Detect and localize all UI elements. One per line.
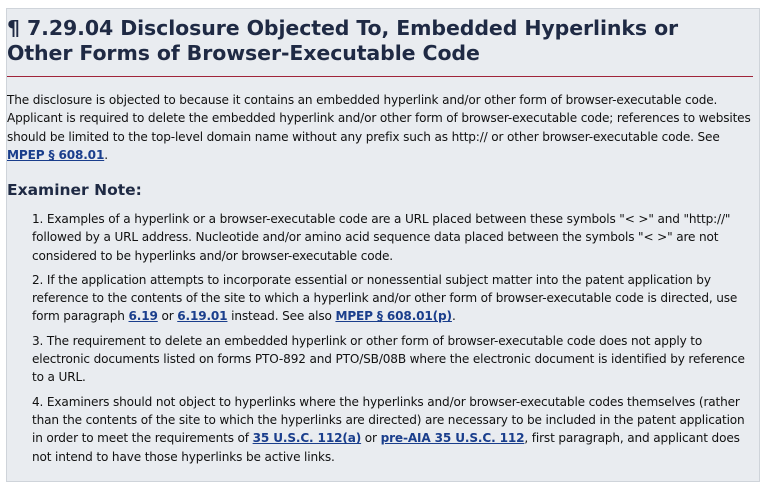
- note-item-4: [32, 393, 747, 466]
- note-item-2-text: 2. If the application attempts to incorporate essential or nonessential subject matter into the patent application by reference to the contents of the site to which a hyperlink and/or other form of browser-executable code is directed, use form paragraph: [32, 272, 738, 324]
- note-item-2: [32, 271, 747, 326]
- note-item-2-text-end: .: [451, 309, 456, 324]
- intro-text-end: .: [104, 147, 108, 162]
- note-item-2-text-or: or: [157, 309, 178, 324]
- usc-112a-link[interactable]: 35 U.S.C. 112(a): [252, 431, 362, 446]
- note-item-4-text: 4. Examiners should not object to hyperlinks where the hyperlinks and/or browser-executable codes themselves (rather than the contents of the site to which the hyperlinks are directed) are necessary to be included in the patent application in order to meet the requirements of: [32, 394, 745, 446]
- form-paragraph-6-19-link[interactable]: 6.19: [128, 309, 158, 324]
- pre-aia-usc-112-link[interactable]: pre-AIA 35 U.S.C. 112: [380, 431, 525, 446]
- mpep-608-01-link[interactable]: MPEP § 608.01: [7, 147, 105, 162]
- title-divider: [7, 76, 753, 77]
- examiner-note-list: [32, 210, 747, 472]
- note-item-4-text-or: or: [361, 431, 381, 446]
- intro-paragraph: [7, 91, 752, 164]
- note-item-3: [32, 332, 747, 387]
- examiner-note-title: Examiner Note:: [7, 181, 142, 199]
- page-title: ¶ 7.29.04 Disclosure Objected To, Embedded Hyperlinks or Other Forms of Browser-Executable Code: [7, 16, 679, 65]
- intro-text: The disclosure is objected to because it contains an embedded hyperlink and/or other form of browser-executable code. Applicant is required to delete the embedded hyperlink and/or other form of browser-executable code; references to websites should be limited to the top-level domain name without any prefix such as http:// or other browser-executable code. See: [7, 93, 751, 144]
- note-item-2-text-see: instead. See also: [227, 309, 336, 324]
- mpep-608-01p-link[interactable]: MPEP § 608.01(p): [335, 309, 452, 324]
- note-item-3-text: 3. The requirement to delete an embedded hyperlink or other form of browser-executable code does not apply to electronic documents listed on forms PTO-892 and PTO/SB/08B where the electronic document is identified by reference to a URL.: [32, 333, 745, 385]
- note-item-4-text-end: , first paragraph, and applicant does not intend to have those hyperlinks be active links.: [32, 431, 740, 464]
- note-item-1: [32, 210, 747, 265]
- form-paragraph-6-19-01-link[interactable]: 6.19.01: [177, 309, 228, 324]
- note-item-1-text: 1. Examples of a hyperlink or a browser-executable code are a URL placed between these symbols "< >" and "http://" followed by a URL address. Nucleotide and/or amino acid sequence data placed between the symbols "< >" are not considered to be hyperlinks and/or browser-executable code.: [32, 212, 731, 263]
